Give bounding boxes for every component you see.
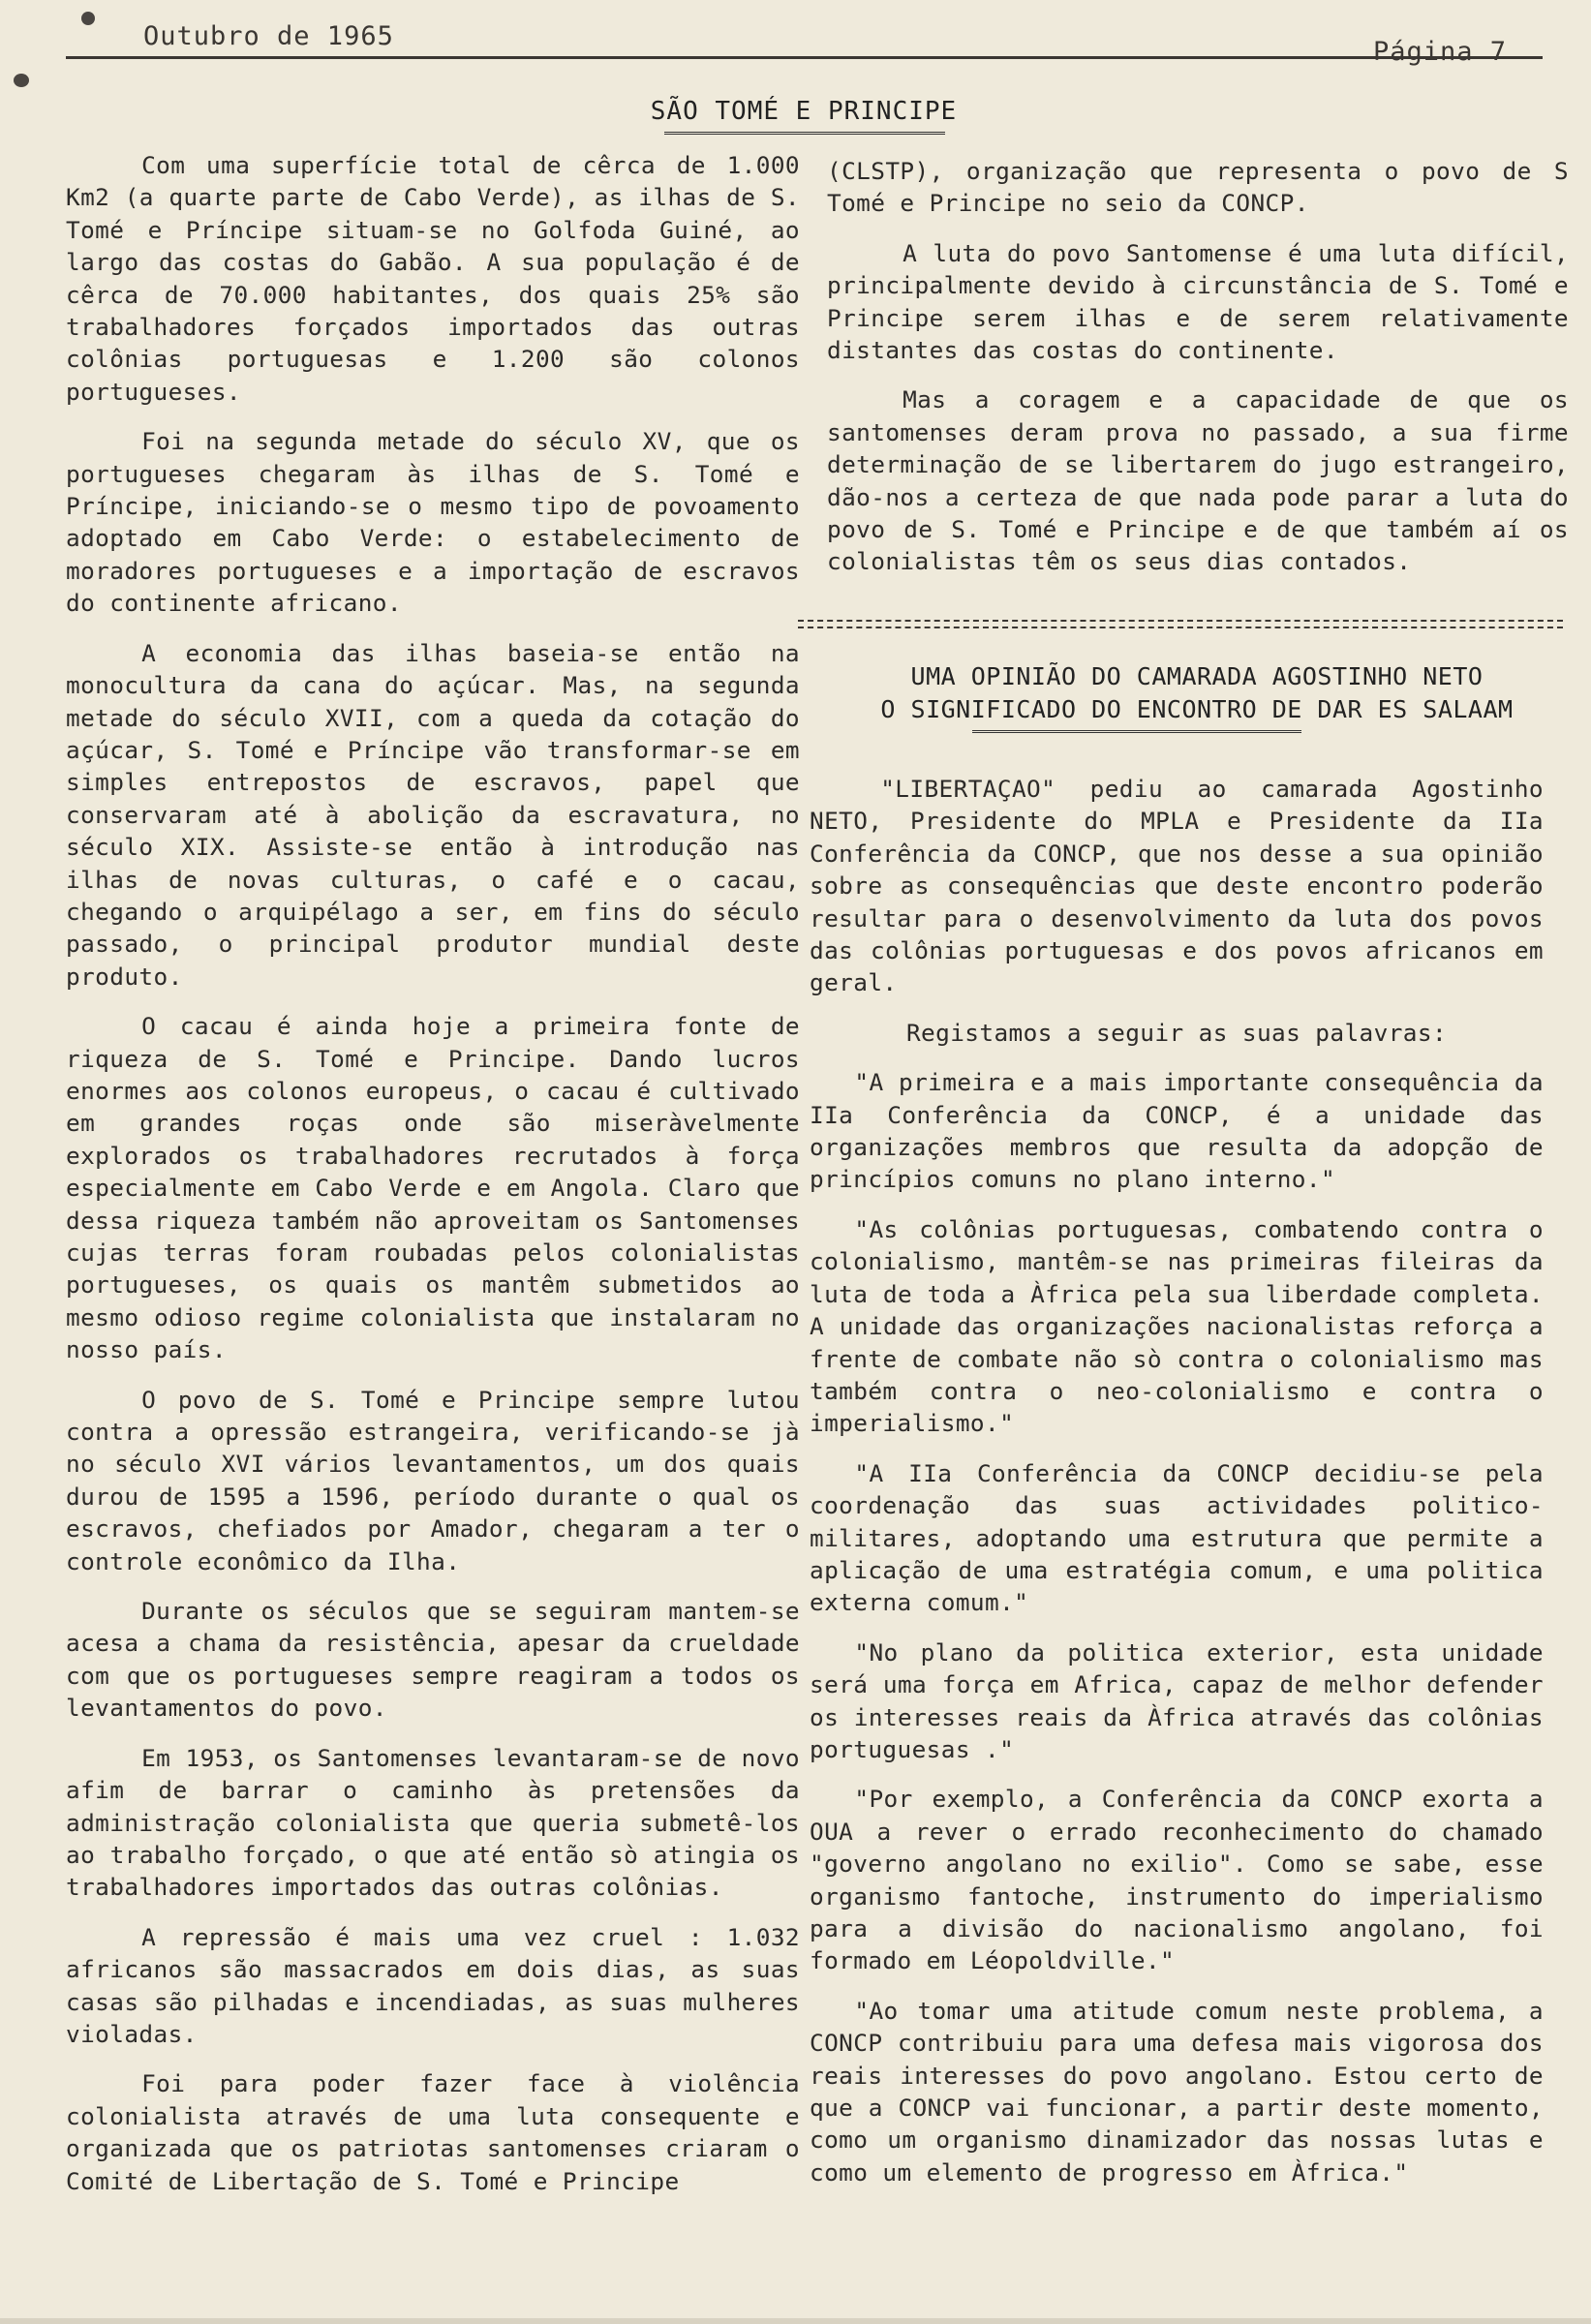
right-column-interview	[810, 773, 1544, 2206]
binder-hole-mark	[14, 74, 29, 87]
section-subheading: O SIGNIFICADO DO ENCONTRO DE DAR ES SALAAM	[880, 695, 1514, 723]
header-rule	[66, 56, 1543, 59]
article-paragraph: Em 1953, os Santomenses levantaram-se de novo afim de barrar o caminho às pretensões da administração colonialista que queria submetê-los ao trabalho forçado, o que até então sò atingia os trabalhadores importados das outras colônias.	[66, 1743, 800, 1902]
issue-date: Outubro de 1965	[143, 21, 394, 51]
quote-paragraph: "No plano da politica exterior, esta unidade será uma força em Africa, capaz de melhor defender os interesses reais da Àfrica através das colônias portuguesas ."	[810, 1637, 1544, 1763]
article-title: SÃO TOMÉ E PRINCIPE	[650, 97, 958, 126]
interview-paragraph: "LIBERTAÇAO" pediu ao camarada Agostinho NETO, Presidente do MPLA e Presidente da IIa Conferência da CONCP, que nos desse a sua opinião sobre as consequências que deste encontro poderão resultar para o desenvolvimento da luta dos povos das colônias portuguesas e dos povos africanos em geral.	[810, 775, 1544, 997]
quote-paragraph: "A primeira e a mais importante consequência da IIa Conferência da CONCP, é a unidade das organizações membros que resulta da adopção de princípios comuns no plano interno."	[810, 1068, 1544, 1194]
quote-paragraph: "A IIa Conferência da CONCP decidiu-se pela coordenação das suas actividades politico-militares, adoptando uma estrutura que permite a aplicação de uma estratégia comum, e uma politica externa comum."	[810, 1458, 1544, 1617]
subheading-underline	[972, 730, 1301, 733]
quote-paragraph: "Ao tomar uma atitude comum neste problema, a CONCP contribuiu para uma defesa mais vigorosa dos reais interesses do povo angolano. Estou certo de que a CONCP vai funcionar, a partir deste momento, como um organismo dinamizador das nossas lutas e como um elemento de progresso em Àfrica."	[810, 1996, 1544, 2186]
section-heading: UMA OPINIÃO DO CAMARADA AGOSTINHO NETO	[910, 662, 1484, 690]
article-paragraph: A economia das ilhas baseia-se então na monocultura da cana do açúcar. Mas, na segunda metade do século XVII, com a queda da cotação do açúcar, S. Tomé e Príncipe vão transformar-se em simples entrepostos de escravos, papel que conservaram até à abolição da escravatura, no século XIX. Assiste-se então à introdução nas ilhas de novas culturas, o café e o cacau, chegando o arquipélago a ser, em fins do século passado, o principal produtor mundial deste produto.	[66, 638, 800, 991]
article-paragraph: Com uma superfície total de cêrca de 1.000 Km2 (a quarte parte de Cabo Verde), as ilhas de S. Tomé e Príncipe situam-se no Golfoda Guiné, ao largo das costas do Gabão. A sua população é de cêrca de 70.000 habitantes, dos quais 25% são trabalhadores forçados importados das outras colônias portuguesas e 1.200 são colonos portugueses.	[66, 151, 800, 406]
quote-paragraph: "Por exemplo, a Conferência da CONCP exorta a OUA a rever o errado reconhecimento do chamado "governo angolano no exilio". Como se sabe, esse organismo fantoche, instrumento do imperialismo para a divisão do nacionalismo angolano, foi formado em Léopoldville."	[810, 1785, 1544, 1975]
title-underline	[664, 132, 945, 135]
article-paragraph: Mas a coragem e a capacidade de que os santomenses deram prova no passado, a sua firme determinação de se libertarem do jugo estrangeiro, dão-nos a certeza de que nada pode parar a luta do povo de S. Tomé e Principe e de que também aí os colonialistas têm os seus dias contados.	[827, 385, 1569, 576]
page-number: Página 7	[1373, 37, 1508, 67]
quote-paragraph: "As colônias portuguesas, combatendo contra o colonialismo, mantêm-se nas primeiras fileiras da luta de toda a Àfrica pela sua liberdade completa. A unidade das organizações nacionalistas reforça a frente de combate não sò contra o colonialismo mas também contra o neo-colonialismo e contra o imperialismo."	[810, 1214, 1544, 1438]
article-paragraph: O povo de S. Tomé e Principe sempre lutou contra a opressão estrangeira, verificando-se jà no século XVI vários levantamentos, um dos quais durou de 1595 a 1596, período durante o qual os escravos, chefiados por Amador, chegaram a ter o controle econômico da Ilha.	[66, 1385, 800, 1575]
page-bottom-edge	[0, 2318, 1591, 2324]
article-paragraph: Foi na segunda metade do século XV, que os portugueses chegaram às ilhas de S. Tomé e Príncipe, iniciando-se o mesmo tipo de povoamento adoptado em Cabo Verde: o estabelecimento de moradores portugueses e a importação de escravos do continente africano.	[66, 427, 800, 618]
article-paragraph: (CLSTP), organização que representa o povo de S Tomé e Principe no seio da CONCP.	[827, 157, 1569, 218]
article-paragraph: A luta do povo Santomense é uma luta difícil, principalmente devido à circunstância de S. Tomé e Principe serem ilhas e de serem relativamente distantes das costas do continente.	[827, 238, 1569, 365]
article-paragraph: Durante os séculos que se seguiram mantem-se acesa a chama da resistência, apesar da crueldade com que os portugueses sempre reagiram a todos os levantamentos do povo.	[66, 1597, 800, 1723]
left-column	[66, 149, 800, 2215]
article-paragraph: Foi para poder fazer face à violência colonialista através de uma luta consequente e organizada que os patriotas santomenses criaram o Comité de Libertação de S. Tomé e Principe	[66, 2069, 800, 2195]
interview-paragraph: Registamos a seguir as suas palavras:	[905, 1018, 1448, 1047]
article-paragraph: O cacau é ainda hoje a primeira fonte de riqueza de S. Tomé e Principe. Dando lucros enormes aos colonos europeus, o cacau é cultivado em grandes roças onde são miseràvelmente explorados os trabalhadores recrutados à força especialmente em Cabo Verde e em Angola. Claro que dessa riqueza também não aproveitam os Santomenses cujas terras foram roubadas pelos colonialistas portugueses, os quais os mantêm submetidos ao mesmo odioso regime colonialista que instalaram no nosso país.	[66, 1012, 800, 1364]
section-separator	[798, 620, 1563, 628]
right-column-continuation	[827, 155, 1569, 596]
binder-hole-mark	[81, 12, 95, 25]
article-paragraph: A repressão é mais uma vez cruel : 1.032 africanos são massacrados em dois dias, as suas casas são pilhadas e incendiadas, as suas mulheres violadas.	[66, 1922, 800, 2048]
